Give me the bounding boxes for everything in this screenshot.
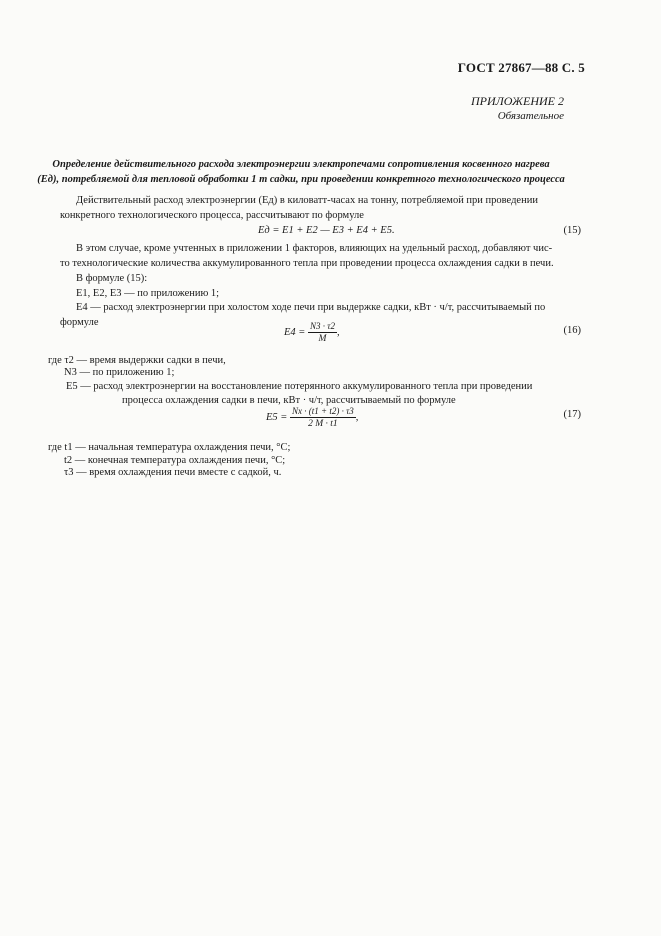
equation-number-17: (17) bbox=[563, 409, 581, 420]
document-header: ГОСТ 27867—88 С. 5 bbox=[457, 60, 585, 75]
paragraph-2-line-1: В этом случае, кроме учтенных в приложении 1 факторов, влияющих на удельный расход, добавляют чис- bbox=[76, 243, 553, 254]
appendix-status: Обязательное bbox=[497, 110, 564, 122]
formula-16-tail: , bbox=[336, 326, 340, 338]
paragraph-2-line-2: то технологические количества аккумулированного тепла при проведении процесса охлаждения садки в печи. bbox=[60, 258, 554, 269]
formula-16-denominator: M bbox=[318, 334, 327, 344]
appendix-label: ПРИЛОЖЕНИЕ 2 bbox=[471, 94, 564, 108]
paragraph-1-line-2: конкретного технологического процесса, рассчитывают по формуле bbox=[60, 210, 364, 221]
formula-16 bbox=[284, 321, 340, 344]
formula-15: Eд = E1 + E2 — E3 + E4 + E5. bbox=[258, 225, 395, 236]
paragraph-5-line-2: формуле bbox=[60, 317, 99, 328]
where-2-b: t2 — конечная температура охлаждения печи, °С; bbox=[64, 455, 286, 466]
formula-17-fraction bbox=[290, 406, 356, 429]
formula-17-numerator: Nх · (t1 + t2) · τ3 bbox=[292, 406, 354, 416]
formula-16-lhs: E4 = bbox=[284, 326, 306, 338]
formula-17-lhs: E5 = bbox=[266, 411, 288, 423]
paragraph-6-line-2: процесса охлаждения садки в печи, кВт · ч/т, рассчитываемый по формуле bbox=[122, 395, 456, 406]
formula-16-numerator: N3 · τ2 bbox=[310, 321, 335, 331]
section-heading bbox=[22, 157, 580, 187]
paragraph-5-line-1: E4 — расход электроэнергии при холостом ходе печи при выдержке садки, кВт · ч/т, рассчитываемый по bbox=[76, 302, 546, 313]
where-1-a: где τ2 — время выдержки садки в печи, bbox=[48, 355, 226, 366]
heading-line-1: Определение действительного расхода электроэнергии электропечами сопротивления косвенного нагрева bbox=[52, 159, 550, 170]
paragraph-6-line-1: E5 — расход электроэнергии на восстановление потерянного аккумулированного тепла при проведении bbox=[66, 381, 533, 392]
paragraph-3: В формуле (15): bbox=[76, 273, 148, 284]
where-2-a: где t1 — начальная температура охлаждения печи, °С; bbox=[48, 442, 291, 453]
formula-17 bbox=[266, 406, 358, 429]
where-2-c: τ3 — время охлаждения печи вместе с садкой, ч. bbox=[64, 467, 282, 478]
formula-16-fraction bbox=[308, 321, 337, 344]
formula-17-tail: , bbox=[355, 411, 359, 423]
equation-number-15: (15) bbox=[563, 225, 581, 236]
heading-line-2: (Eд), потребляемой для тепловой обработки 1 т садки, при проведении конкретного технологического процесса bbox=[37, 174, 565, 185]
paragraph-4: E1, E2, E3 — по приложению 1; bbox=[76, 288, 220, 299]
where-1-b: N3 — по приложению 1; bbox=[64, 367, 175, 378]
equation-number-16: (16) bbox=[563, 325, 581, 336]
paragraph-1-line-1: Действительный расход электроэнергии (Eд) в киловатт-часах на тонну, потребляемой при проведении bbox=[76, 195, 538, 206]
formula-17-denominator: 2 M · t1 bbox=[308, 419, 338, 429]
